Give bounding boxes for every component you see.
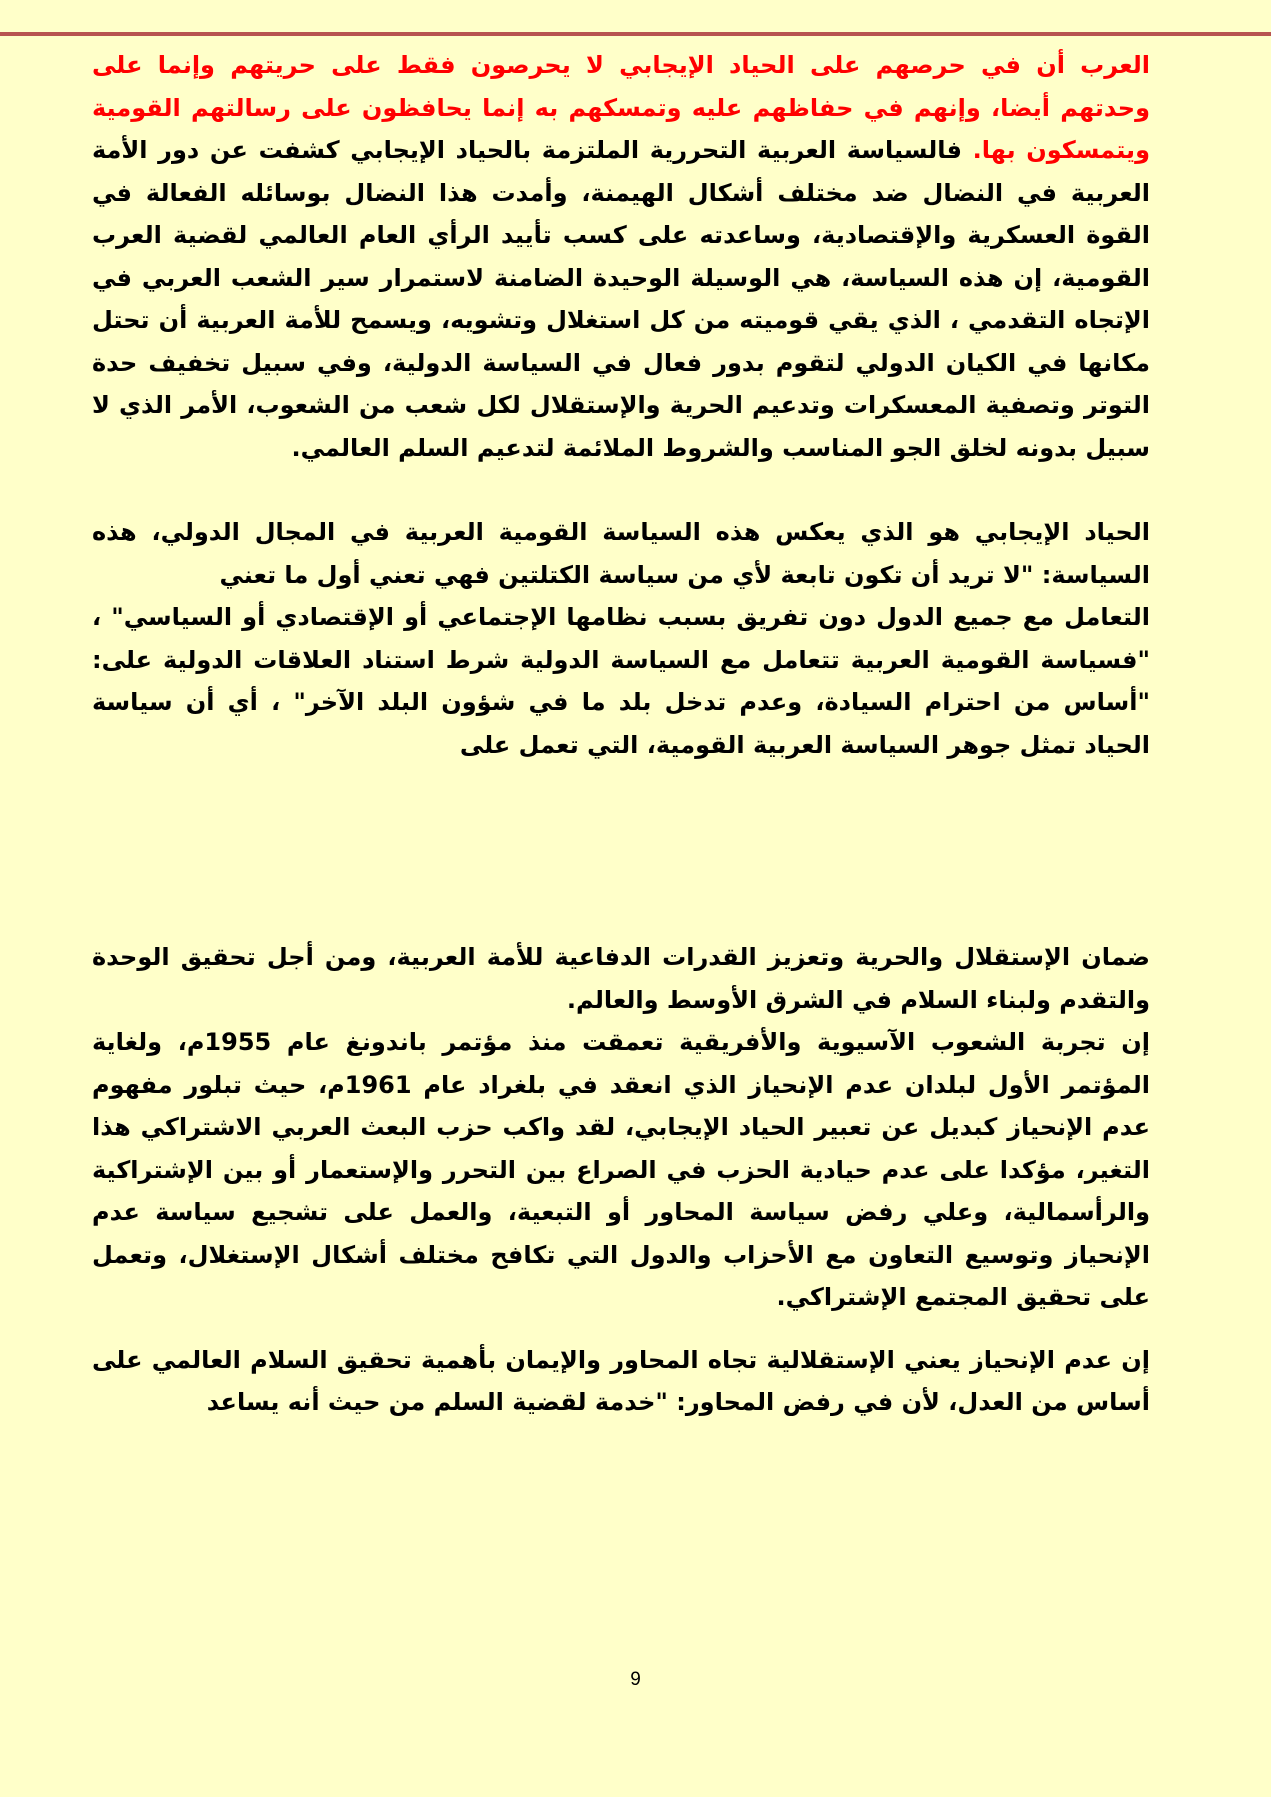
- paragraph-4: ضمان الإستقلال والحرية وتعزيز القدرات الدفاعية للأمة العربية، ومن أجل تحقيق الوحدة والتقدم ولبناء السلام في الشرق الأوسط والعالم.: [92, 943, 1150, 1014]
- highlighted-text: العرب أن في حرصهم على الحياد الإيجابي لا يحرصون فقط على حريتهم وإنما على وحدتهم أيضا، وإنهم في حفاظهم عليه وتمسكهم به إنما يحافظون على رسالتهم القومية ويتمسكون بها.: [92, 51, 1150, 164]
- paragraph-3: التعامل مع جميع الدول دون تفريق بسبب نظامها الإجتماعي أو الإقتصادي أو السياسي" ، "فسياسة القومية العربية تتعامل مع السياسة الدولية شرط استناد العلاقات الدولية على: "أساس من احترام السيادة، وعدم تدخل بلد ما في شؤون البلد الآخر" ، أي أن سياسة الحياد تمثل جوهر السياسة العربية القومية، التي تعمل على: [92, 603, 1150, 759]
- top-divider-rule: [0, 32, 1271, 36]
- paragraph-gap: [92, 1319, 1150, 1339]
- blank-gap: [92, 766, 1150, 936]
- paragraph-6: إن عدم الإنحياز يعني الإستقلالية تجاه المحاور والإيمان بأهمية تحقيق السلام العالمي على أساس من العدل، لأن في رفض المحاور: "خدمة لقضية السلم من حيث أنه يساعد: [92, 1345, 1150, 1416]
- paragraph-gap: [92, 469, 1150, 511]
- paragraph-5: إن تجربة الشعوب الآسيوية والأفريقية تعمقت منذ مؤتمر باندونغ عام 1955م، ولغاية المؤتمر الأول لبلدان عدم الإنحياز الذي انعقد في بلغراد عام 1961م، حيث تبلور مفهوم عدم الإنحياز كبديل عن تعبير الحياد الإيجابي، لقد واكب حزب البعث العربي الاشتراكي هذا التغير، مؤكدا على عدم حيادية الحزب في الصراع بين التحرر والإستعمار أو بين الإشتراكية والرأسمالية، وعلي رفض سياسة المحاور أو التبعية، والعمل على تشجيع سياسة عدم الإنحياز وتوسيع التعاون مع الأحزاب والدول التي تكافح مختلف أشكال الإستغلال، وتعمل على تحقيق المجتمع الإشتراكي.: [92, 1028, 1151, 1311]
- paragraph-1-continuation: فالسياسة العربية التحررية الملتزمة بالحياد الإيجابي كشفت عن دور الأمة العربية في النضال ضد مختلف أشكال الهيمنة، وأمدت هذا النضال بوسائله الفعالة في القوة العسكرية والإقتصادية، وساعدته على كسب تأييد الرأي العام العالمي لقضية العرب القومية، إن هذه السياسة، هي الوسيلة الوحيدة الضامنة لاستمرار سير الشعب العربي في الإتجاه التقدمي ، الذي يقي قوميته من كل استغلال وتشويه، ويسمح للأمة العربية أن تحتل مكانها في الكيان الدولي لتقوم بدور فعال في السياسة الدولية، وفي سبيل تخفيف حدة التوتر وتصفية المعسكرات وتدعيم الحرية والإستقلال لكل شعب من الشعوب، الأمر الذي لا سبيل بدونه لخلق الجو المناسب والشروط الملائمة لتدعيم السلم العالمي.: [92, 136, 1150, 462]
- paragraph-1: [92, 44, 1150, 469]
- document-body: [92, 44, 1150, 1424]
- paragraph-2: الحياد الإيجابي هو الذي يعكس هذه السياسة القومية العربية في المجال الدولي، هذه السياسة: "لا تريد أن تكون تابعة لأي من سياسة الكتلتين فهي تعني أول ما تعني: [92, 518, 1150, 589]
- page-number: 9: [630, 1669, 641, 1690]
